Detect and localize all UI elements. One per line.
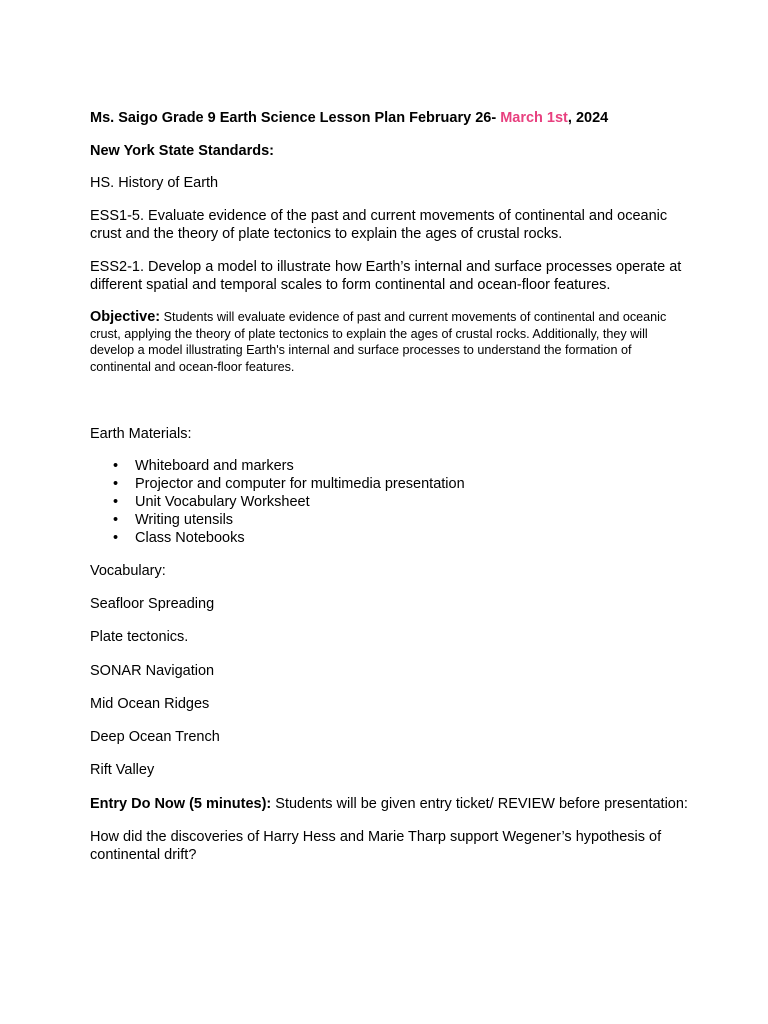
vocabulary-item: Mid Ocean Ridges — [90, 695, 210, 712]
title-date-highlight: March 1st — [500, 110, 568, 126]
vocabulary-label: Vocabulary: — [90, 563, 166, 579]
vocabulary-item: Rift Valley — [90, 762, 155, 779]
vocabulary-item: Seafloor Spreading — [90, 596, 215, 612]
entry-label: Entry Do Now (5 minutes): — [90, 795, 272, 812]
materials-label: Earth Materials: — [90, 426, 192, 442]
list-item: • Whiteboard and markers — [135, 457, 690, 475]
materials-list — [90, 457, 690, 547]
list-item: • Unit Vocabulary Worksheet — [135, 493, 690, 511]
entry-question: How did the discoveries of Harry Hess and Marie Tharp support Wegener’s hypothesis of continental drift? — [90, 828, 662, 863]
standards-subject: HS. History of Earth — [90, 175, 219, 191]
title-prefix: Ms. Saigo Grade 9 Earth Science Lesson Plan February 26- — [90, 110, 501, 126]
lesson-plan-page — [90, 108, 690, 864]
title-suffix: , 2024 — [567, 110, 609, 126]
standard-ess2-1: ESS2-1. Develop a model to illustrate how Earth’s internal and surface processes operate at different spatial and temporal scales to form continental and ocean-floor features. — [90, 259, 682, 293]
vocabulary-item: Deep Ocean Trench — [90, 729, 220, 746]
list-item: • Class Notebooks — [135, 529, 690, 547]
vocabulary-item: SONAR Navigation — [90, 662, 215, 679]
standards-heading: New York State Standards: — [90, 143, 274, 159]
objective-label: Objective: — [90, 309, 161, 325]
objective-text: Students will evaluate evidence of past and current movements of continental and oceanic crust, applying the theory of plate tectonics to explain the ages of crustal rocks. Additionally, they will develop a model illustrating Earth's internal and surface processes to understand the formation of continental and ocean-floor features. — [90, 310, 667, 374]
objective-paragraph — [90, 309, 690, 375]
vocabulary-item: Plate tectonics. — [90, 629, 189, 646]
entry-do-now — [90, 795, 690, 813]
list-item: • Projector and computer for multimedia presentation — [135, 475, 690, 493]
entry-text: Students will be given entry ticket/ REVIEW before presentation: — [271, 795, 688, 812]
lesson-plan-title — [90, 108, 690, 128]
list-item: • Writing utensils — [135, 511, 690, 529]
standard-ess1-5: ESS1-5. Evaluate evidence of the past and current movements of continental and oceanic crust and the theory of plate tectonics to explain the ages of crustal rocks. — [90, 208, 668, 242]
